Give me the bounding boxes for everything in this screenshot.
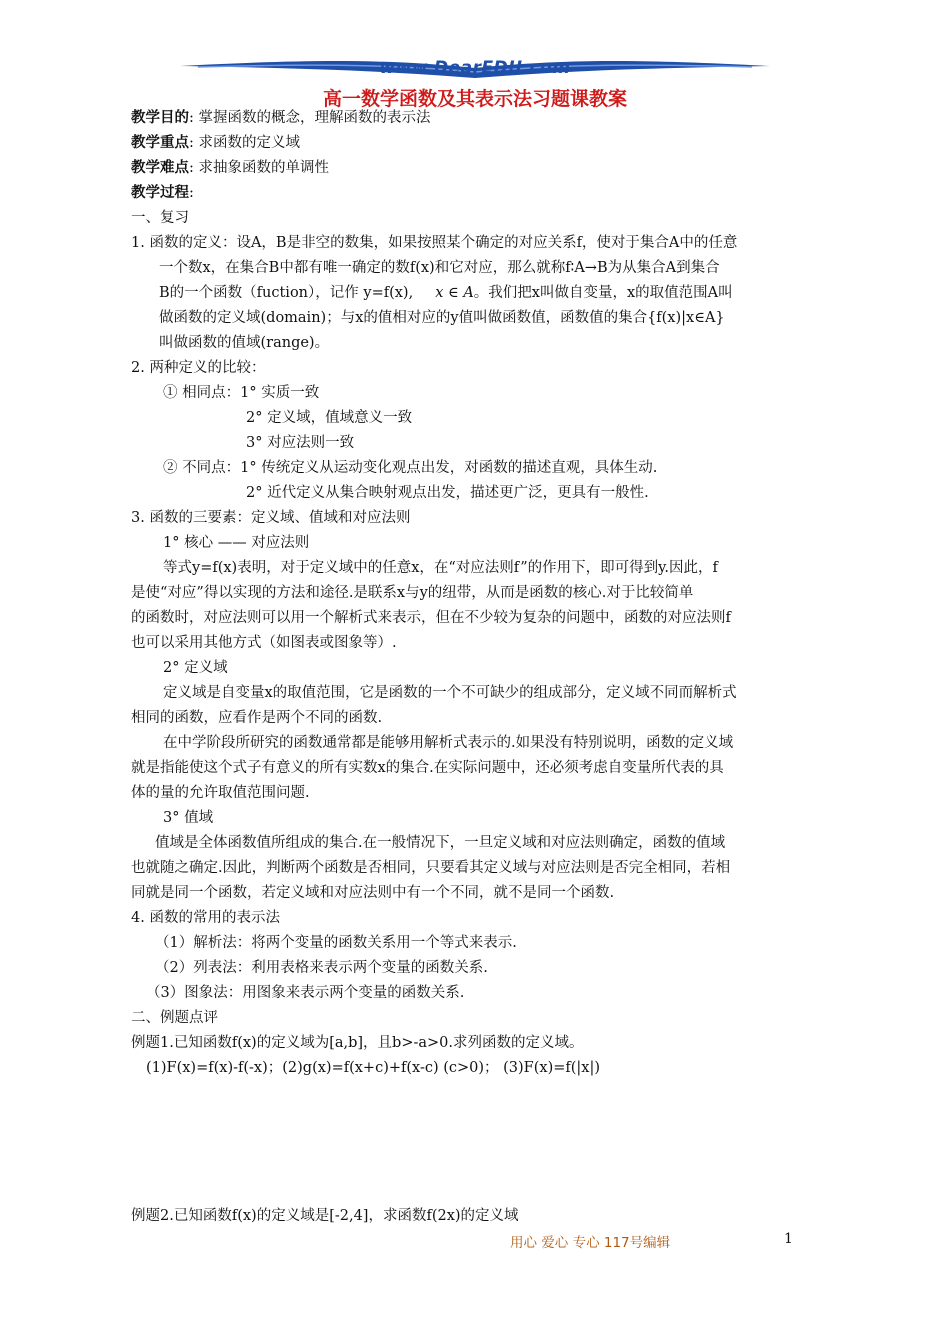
footer-text: 用心 爱心 专心 117号编辑 — [510, 1235, 671, 1251]
paragraph-line: 2° 定义域，值域意义一致 — [246, 410, 413, 426]
paragraph-line: ① 相同点：1° 实质一致 — [163, 385, 320, 401]
review-heading: 一、复习 — [131, 210, 189, 226]
focus-label: 教学重点 — [131, 135, 189, 151]
paragraph-line: 也就随之确定.因此，判断两个函数是否相同，只要看其定义域与对应法则是否完全相同，若相 — [131, 860, 731, 876]
paragraph-line: 做函数的定义域(domain)；与x的值相对应的y值叫做函数值，函数值的集合{f(x)|x∈A} — [159, 310, 725, 326]
paragraph-line: 就是指能使这个式子有意义的所有实数x的集合.在实际问题中，还必须考虑自变量所代表的具 — [131, 760, 724, 776]
document-title: 高一数学函数及其表示法习题课教案 — [322, 88, 627, 110]
purpose-text: : 掌握函数的概念，理解函数的表示法 — [189, 110, 431, 126]
page-number: 1 — [784, 1231, 793, 1247]
paragraph-line: 在中学阶段所研究的函数通常都是能够用解析式表示的.如果没有特别说明，函数的定义域 — [163, 735, 734, 751]
process-line — [131, 183, 194, 203]
examples-heading: 二、例题点评 — [131, 1010, 218, 1026]
paragraph-line: 3° 值域 — [163, 810, 214, 826]
paragraph-line — [159, 283, 733, 303]
difficulty-label: 教学难点 — [131, 160, 189, 176]
paragraph-line: 相同的函数，应看作是两个不同的函数. — [131, 710, 383, 726]
example-1-text: 例题1.已知函数f(x)的定义域为[a,b]，且b>-a>0.求列函数的定义域。 — [131, 1035, 584, 1051]
paragraph-line: （3）图象法：用图象来表示两个变量的函数关系. — [146, 985, 465, 1001]
paragraph-line: （2）列表法：利用表格来表示两个变量的函数关系. — [155, 960, 488, 976]
paragraph-line: 叫做函数的值域(range)。 — [159, 335, 330, 351]
paragraph-line: 体的量的允许取值范围问题. — [131, 785, 310, 801]
focus-text: : 求函数的定义域 — [189, 135, 300, 151]
paragraph-line: 1. 函数的定义：设A，B是非空的数集，如果按照某个确定的对应关系f，使对于集合A中的任意 — [131, 235, 738, 251]
paragraph-line: 2° 近代定义从集合映射观点出发，描述更广泛，更具有一般性. — [246, 485, 649, 501]
paragraph-line: 2. 两种定义的比较： — [131, 360, 266, 376]
process-label: 教学过程 — [131, 185, 189, 201]
paragraph-line: 2° 定义域 — [163, 660, 228, 676]
text-span: B的一个函数（fuction），记作 y=f(x), — [159, 285, 414, 301]
site-name[interactable]: www.DearEDU.com — [379, 58, 571, 78]
paragraph-line: 3. 函数的三要素：定义域、值域和对应法则 — [131, 510, 411, 526]
paragraph-line: 值域是全体函数值所组成的集合.在一般情况下，一旦定义域和对应法则确定，函数的值域 — [155, 835, 726, 851]
example-2-text: 例题2.已知函数f(x)的定义域是[-2,4]，求函数f(2x)的定义域 — [131, 1208, 519, 1224]
paragraph-line: 同就是同一个函数，若定义域和对应法则中有一个不同，就不是同一个函数. — [131, 885, 615, 901]
paragraph-line: 等式y=f(x)表明，对于定义域中的任意x，在“对应法则f”的作用下，即可得到y.因此，f — [163, 560, 718, 576]
difficulty-text: : 求抽象函数的单调性 — [189, 160, 329, 176]
paragraph-line: 定义域是自变量x的取值范围，它是函数的一个不可缺少的组成部分，定义域不同而解析式 — [163, 685, 737, 701]
paragraph-line: 3° 对应法则一致 — [246, 435, 355, 451]
text-span: 。我们把x叫做自变量，x的取值范围A叫 — [473, 285, 733, 301]
process-text: : — [189, 185, 194, 201]
paragraph-line: 4. 函数的常用的表示法 — [131, 910, 280, 926]
math-expression: x ∈ A — [435, 285, 474, 301]
purpose-label: 教学目的 — [131, 110, 189, 126]
paragraph-line: 的函数时，对应法则可以用一个解析式来表示，但在不少较为复杂的问题中，函数的对应法则f — [131, 610, 731, 626]
paragraph-line: 1° 核心 —— 对应法则 — [163, 535, 310, 551]
paragraph-line: 是使“对应”得以实现的方法和途径.是联系x与y的纽带，从而是函数的核心.对于比较简单 — [131, 585, 694, 601]
paragraph-line: ② 不同点：1° 传统定义从运动变化观点出发，对函数的描述直观，具体生动. — [163, 460, 658, 476]
paragraph-line: 也可以采用其他方式（如图表或图象等）. — [131, 635, 397, 651]
paragraph-line: 一个数x，在集合B中都有唯一确定的数f(x)和它对应，那么就称f∶A→B为从集合A到集合 — [159, 260, 720, 276]
paragraph-line: （1）解析法：将两个变量的函数关系用一个等式来表示. — [155, 935, 517, 951]
difficulty-line — [131, 158, 329, 178]
purpose-line — [131, 108, 431, 128]
focus-line — [131, 133, 300, 153]
example-1-parts: (1)F(x)=f(x)-f(-x)；(2)g(x)=f(x+c)+f(x-c) (c>0)； (3)F(x)=f(|x|) — [146, 1060, 601, 1076]
